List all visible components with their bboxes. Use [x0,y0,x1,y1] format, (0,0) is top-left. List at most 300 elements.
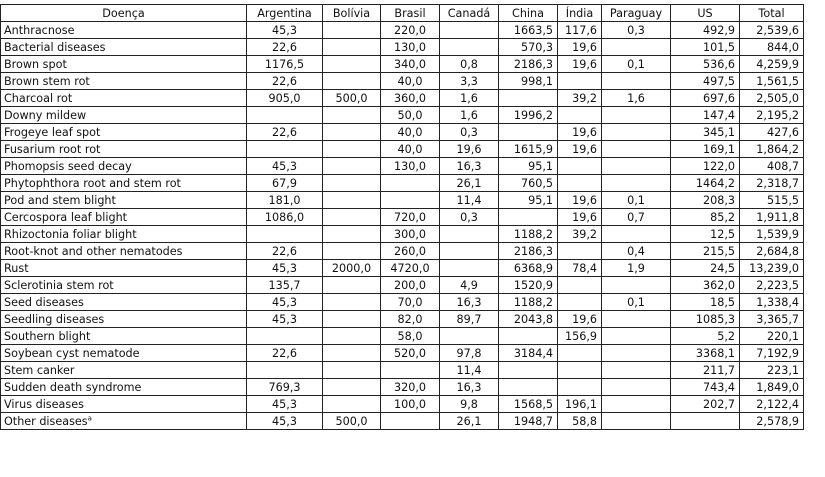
value-cell-india: 19,6 [558,192,602,209]
value-cell-brasil: 58,0 [381,328,440,345]
value-cell-canada: 0,3 [440,124,499,141]
value-cell-paraguay [602,379,671,396]
value-cell-us: 12,5 [671,226,740,243]
disease-table-container [0,4,804,430]
table-row [1,56,804,73]
value-cell-bolivia [323,311,381,328]
value-cell-canada: 9,8 [440,396,499,413]
value-cell-us: 536,6 [671,56,740,73]
disease-name-cell [1,243,247,260]
value-cell-brasil [381,362,440,379]
disease-name-cell [1,260,247,277]
value-cell-total: 2,223,5 [740,277,804,294]
value-cell-brasil: 130,0 [381,39,440,56]
value-cell-argentina: 22,6 [247,124,323,141]
value-cell-china: 2186,3 [499,243,558,260]
value-cell-china: 1948,7 [499,413,558,430]
value-cell-total: 2,539,6 [740,22,804,39]
value-cell-us: 101,5 [671,39,740,56]
disease-name-cell [1,396,247,413]
value-cell-china: 2186,3 [499,56,558,73]
value-cell-total: 220,1 [740,328,804,345]
disease-name: Phytophthora root and stem rot [4,176,181,190]
column-header-brasil: Brasil [381,5,440,22]
value-cell-bolivia [323,396,381,413]
value-cell-bolivia [323,243,381,260]
value-cell-us: 208,3 [671,192,740,209]
value-cell-india [558,107,602,124]
table-row [1,294,804,311]
value-cell-argentina: 769,3 [247,379,323,396]
column-header-canada: Canadá [440,5,499,22]
disease-name: Soybean cyst nematode [4,346,140,360]
table-row [1,73,804,90]
footnote-mark: a [87,413,92,422]
value-cell-argentina [247,141,323,158]
value-cell-india: 19,6 [558,141,602,158]
value-cell-china: 2043,8 [499,311,558,328]
column-header-india: Índia [558,5,602,22]
value-cell-bolivia [323,73,381,90]
value-cell-paraguay [602,362,671,379]
value-cell-us: 497,5 [671,73,740,90]
value-cell-bolivia [323,175,381,192]
value-cell-us: 169,1 [671,141,740,158]
value-cell-canada: 0,3 [440,209,499,226]
value-cell-china: 1520,9 [499,277,558,294]
value-cell-brasil: 40,0 [381,73,440,90]
value-cell-paraguay [602,396,671,413]
disease-name: Virus diseases [4,397,84,411]
disease-name: Brown spot [4,57,67,71]
value-cell-argentina: 22,6 [247,243,323,260]
value-cell-canada [440,22,499,39]
value-cell-brasil: 300,0 [381,226,440,243]
value-cell-india [558,73,602,90]
table-row [1,90,804,107]
value-cell-paraguay [602,39,671,56]
value-cell-total: 1,911,8 [740,209,804,226]
disease-name: Anthracnose [4,23,75,37]
value-cell-us: 24,5 [671,260,740,277]
value-cell-paraguay [602,175,671,192]
value-cell-paraguay [602,345,671,362]
table-row [1,141,804,158]
disease-losses-table [0,4,804,430]
value-cell-paraguay [602,107,671,124]
value-cell-paraguay [602,413,671,430]
value-cell-total: 1,849,0 [740,379,804,396]
disease-name: Bacterial diseases [4,40,106,54]
column-header-bolivia: Bolívia [323,5,381,22]
disease-name-cell [1,141,247,158]
value-cell-china: 570,3 [499,39,558,56]
value-cell-brasil: 520,0 [381,345,440,362]
value-cell-canada: 97,8 [440,345,499,362]
value-cell-argentina: 22,6 [247,39,323,56]
value-cell-china [499,90,558,107]
table-row [1,413,804,430]
value-cell-paraguay [602,141,671,158]
value-cell-canada: 4,9 [440,277,499,294]
value-cell-india [558,243,602,260]
value-cell-bolivia: 500,0 [323,90,381,107]
value-cell-china [499,124,558,141]
value-cell-china [499,209,558,226]
table-row [1,260,804,277]
value-cell-paraguay [602,73,671,90]
disease-name: Sudden death syndrome [4,380,142,394]
table-row [1,124,804,141]
value-cell-canada: 1,6 [440,107,499,124]
value-cell-india [558,362,602,379]
value-cell-total: 2,684,8 [740,243,804,260]
value-cell-india [558,379,602,396]
value-cell-brasil: 720,0 [381,209,440,226]
value-cell-total: 223,1 [740,362,804,379]
value-cell-canada: 3,3 [440,73,499,90]
value-cell-total: 2,318,7 [740,175,804,192]
disease-name-cell [1,209,247,226]
value-cell-india: 117,6 [558,22,602,39]
value-cell-paraguay: 0,1 [602,192,671,209]
disease-name-cell [1,107,247,124]
value-cell-brasil: 50,0 [381,107,440,124]
value-cell-india: 19,6 [558,39,602,56]
value-cell-argentina: 45,3 [247,396,323,413]
table-row [1,277,804,294]
disease-name: Fusarium root rot [4,142,101,156]
value-cell-total: 3,365,7 [740,311,804,328]
value-cell-bolivia [323,379,381,396]
disease-name-cell [1,226,247,243]
column-header-china: China [499,5,558,22]
disease-name-cell [1,362,247,379]
value-cell-total: 4,259,9 [740,56,804,73]
value-cell-bolivia [323,226,381,243]
value-cell-paraguay: 0,4 [602,243,671,260]
value-cell-canada: 16,3 [440,294,499,311]
value-cell-us: 215,5 [671,243,740,260]
disease-name: Frogeye leaf spot [4,125,101,139]
value-cell-brasil: 360,0 [381,90,440,107]
value-cell-total: 515,5 [740,192,804,209]
disease-name: Southern blight [4,329,91,343]
value-cell-total: 1,864,2 [740,141,804,158]
value-cell-us: 202,7 [671,396,740,413]
value-cell-us: 85,2 [671,209,740,226]
value-cell-us: 345,1 [671,124,740,141]
value-cell-us: 122,0 [671,158,740,175]
value-cell-total: 7,192,9 [740,345,804,362]
value-cell-total: 1,561,5 [740,73,804,90]
table-row [1,158,804,175]
value-cell-brasil [381,192,440,209]
column-header-us: US [671,5,740,22]
value-cell-total: 1,539,9 [740,226,804,243]
disease-name: Rust [4,261,29,275]
disease-name: Phomopsis seed decay [4,159,132,173]
value-cell-bolivia: 500,0 [323,413,381,430]
value-cell-total: 1,338,4 [740,294,804,311]
disease-name-cell [1,56,247,73]
value-cell-india: 19,6 [558,209,602,226]
value-cell-paraguay [602,311,671,328]
table-row [1,345,804,362]
value-cell-india [558,345,602,362]
value-cell-bolivia [323,158,381,175]
table-row [1,311,804,328]
table-row [1,379,804,396]
value-cell-bolivia [323,328,381,345]
table-row [1,243,804,260]
value-cell-total: 2,505,0 [740,90,804,107]
value-cell-canada [440,260,499,277]
value-cell-bolivia [323,107,381,124]
disease-name: Other diseases [4,414,88,428]
value-cell-india: 78,4 [558,260,602,277]
value-cell-paraguay [602,328,671,345]
disease-name-cell [1,294,247,311]
value-cell-brasil: 40,0 [381,141,440,158]
disease-name: Downy mildew [4,108,87,122]
value-cell-india: 19,6 [558,311,602,328]
column-header-disease: Doença [1,5,247,22]
disease-name-cell [1,413,247,430]
disease-name: Seed diseases [4,295,84,309]
value-cell-argentina: 905,0 [247,90,323,107]
value-cell-paraguay [602,226,671,243]
value-cell-argentina: 45,3 [247,22,323,39]
value-cell-bolivia [323,192,381,209]
value-cell-china: 6368,9 [499,260,558,277]
disease-name: Brown stem rot [4,74,90,88]
value-cell-brasil: 100,0 [381,396,440,413]
table-row [1,362,804,379]
table-row [1,175,804,192]
table-row [1,209,804,226]
value-cell-total: 408,7 [740,158,804,175]
value-cell-china: 1188,2 [499,226,558,243]
value-cell-total: 2,195,2 [740,107,804,124]
value-cell-canada: 11,4 [440,362,499,379]
value-cell-china: 1568,5 [499,396,558,413]
value-cell-us: 18,5 [671,294,740,311]
disease-name: Stem canker [4,363,75,377]
value-cell-argentina: 1086,0 [247,209,323,226]
value-cell-canada: 19,6 [440,141,499,158]
value-cell-brasil: 320,0 [381,379,440,396]
value-cell-canada: 11,4 [440,192,499,209]
table-row [1,107,804,124]
value-cell-bolivia: 2000,0 [323,260,381,277]
value-cell-paraguay: 0,3 [602,22,671,39]
value-cell-canada [440,243,499,260]
table-row [1,328,804,345]
value-cell-paraguay: 1,6 [602,90,671,107]
value-cell-brasil: 40,0 [381,124,440,141]
value-cell-paraguay [602,158,671,175]
value-cell-paraguay: 0,1 [602,56,671,73]
value-cell-argentina: 135,7 [247,277,323,294]
value-cell-argentina [247,226,323,243]
value-cell-india [558,277,602,294]
value-cell-us: 362,0 [671,277,740,294]
value-cell-canada: 89,7 [440,311,499,328]
value-cell-india [558,158,602,175]
value-cell-argentina: 45,3 [247,158,323,175]
value-cell-argentina: 22,6 [247,345,323,362]
value-cell-argentina: 45,3 [247,260,323,277]
value-cell-argentina: 67,9 [247,175,323,192]
value-cell-bolivia [323,141,381,158]
value-cell-india: 19,6 [558,124,602,141]
value-cell-india [558,175,602,192]
disease-name: Charcoal rot [4,91,73,105]
value-cell-bolivia [323,345,381,362]
value-cell-canada [440,328,499,345]
value-cell-brasil: 200,0 [381,277,440,294]
value-cell-china: 760,5 [499,175,558,192]
value-cell-us: 5,2 [671,328,740,345]
value-cell-canada: 26,1 [440,175,499,192]
value-cell-brasil [381,413,440,430]
value-cell-paraguay [602,124,671,141]
value-cell-india [558,294,602,311]
value-cell-brasil: 260,0 [381,243,440,260]
value-cell-us: 1464,2 [671,175,740,192]
value-cell-canada [440,226,499,243]
value-cell-argentina [247,328,323,345]
value-cell-india: 156,9 [558,328,602,345]
header-row [1,5,804,22]
value-cell-bolivia [323,124,381,141]
disease-name-cell [1,328,247,345]
value-cell-argentina: 22,6 [247,73,323,90]
value-cell-india: 58,8 [558,413,602,430]
value-cell-china: 1188,2 [499,294,558,311]
value-cell-total: 2,122,4 [740,396,804,413]
value-cell-us: 492,9 [671,22,740,39]
disease-name-cell [1,277,247,294]
value-cell-india: 19,6 [558,56,602,73]
value-cell-argentina: 45,3 [247,413,323,430]
disease-name-cell [1,311,247,328]
value-cell-china [499,362,558,379]
value-cell-paraguay [602,277,671,294]
value-cell-argentina: 45,3 [247,311,323,328]
disease-name-cell [1,124,247,141]
value-cell-total: 2,578,9 [740,413,804,430]
table-row [1,226,804,243]
value-cell-argentina [247,362,323,379]
column-header-argentina: Argentina [247,5,323,22]
value-cell-us: 1085,3 [671,311,740,328]
value-cell-brasil: 340,0 [381,56,440,73]
value-cell-india: 39,2 [558,226,602,243]
value-cell-canada: 16,3 [440,379,499,396]
value-cell-bolivia [323,277,381,294]
disease-name: Sclerotinia stem rot [4,278,114,292]
value-cell-bolivia [323,209,381,226]
disease-name-cell [1,22,247,39]
disease-name: Cercospora leaf blight [4,210,128,224]
value-cell-argentina: 1176,5 [247,56,323,73]
value-cell-us: 147,4 [671,107,740,124]
value-cell-brasil [381,175,440,192]
value-cell-total: 13,239,0 [740,260,804,277]
value-cell-canada: 26,1 [440,413,499,430]
table-row [1,192,804,209]
value-cell-bolivia [323,22,381,39]
value-cell-us: 211,7 [671,362,740,379]
disease-name: Pod and stem blight [4,193,116,207]
value-cell-bolivia [323,56,381,73]
value-cell-china: 95,1 [499,192,558,209]
value-cell-argentina: 45,3 [247,294,323,311]
column-header-total: Total [740,5,804,22]
value-cell-brasil: 70,0 [381,294,440,311]
value-cell-china: 998,1 [499,73,558,90]
value-cell-us: 3368,1 [671,345,740,362]
disease-name-cell [1,39,247,56]
table-row [1,39,804,56]
disease-name-cell [1,192,247,209]
value-cell-china [499,379,558,396]
value-cell-canada: 0,8 [440,56,499,73]
value-cell-brasil: 4720,0 [381,260,440,277]
value-cell-total: 844,0 [740,39,804,56]
value-cell-china [499,328,558,345]
value-cell-us: 743,4 [671,379,740,396]
disease-name: Root-knot and other nematodes [4,244,183,258]
value-cell-paraguay: 1,9 [602,260,671,277]
value-cell-china: 95,1 [499,158,558,175]
value-cell-paraguay: 0,7 [602,209,671,226]
disease-name-cell [1,175,247,192]
value-cell-china: 1663,5 [499,22,558,39]
value-cell-india: 196,1 [558,396,602,413]
value-cell-canada: 1,6 [440,90,499,107]
disease-name-cell [1,90,247,107]
value-cell-china: 1615,9 [499,141,558,158]
table-body [1,22,804,430]
value-cell-bolivia [323,294,381,311]
value-cell-brasil: 220,0 [381,22,440,39]
value-cell-canada [440,39,499,56]
disease-name-cell [1,379,247,396]
value-cell-us: 697,6 [671,90,740,107]
value-cell-india: 39,2 [558,90,602,107]
value-cell-brasil: 130,0 [381,158,440,175]
value-cell-china: 3184,4 [499,345,558,362]
table-row [1,396,804,413]
value-cell-canada: 16,3 [440,158,499,175]
value-cell-bolivia [323,39,381,56]
table-row [1,22,804,39]
value-cell-argentina: 181,0 [247,192,323,209]
value-cell-brasil: 82,0 [381,311,440,328]
value-cell-argentina [247,107,323,124]
disease-name: Rhizoctonia foliar blight [4,227,137,241]
disease-name: Seedling diseases [4,312,105,326]
value-cell-china: 1996,2 [499,107,558,124]
disease-name-cell [1,158,247,175]
column-header-paraguay: Paraguay [602,5,671,22]
value-cell-us [671,413,740,430]
value-cell-bolivia [323,362,381,379]
value-cell-paraguay: 0,1 [602,294,671,311]
